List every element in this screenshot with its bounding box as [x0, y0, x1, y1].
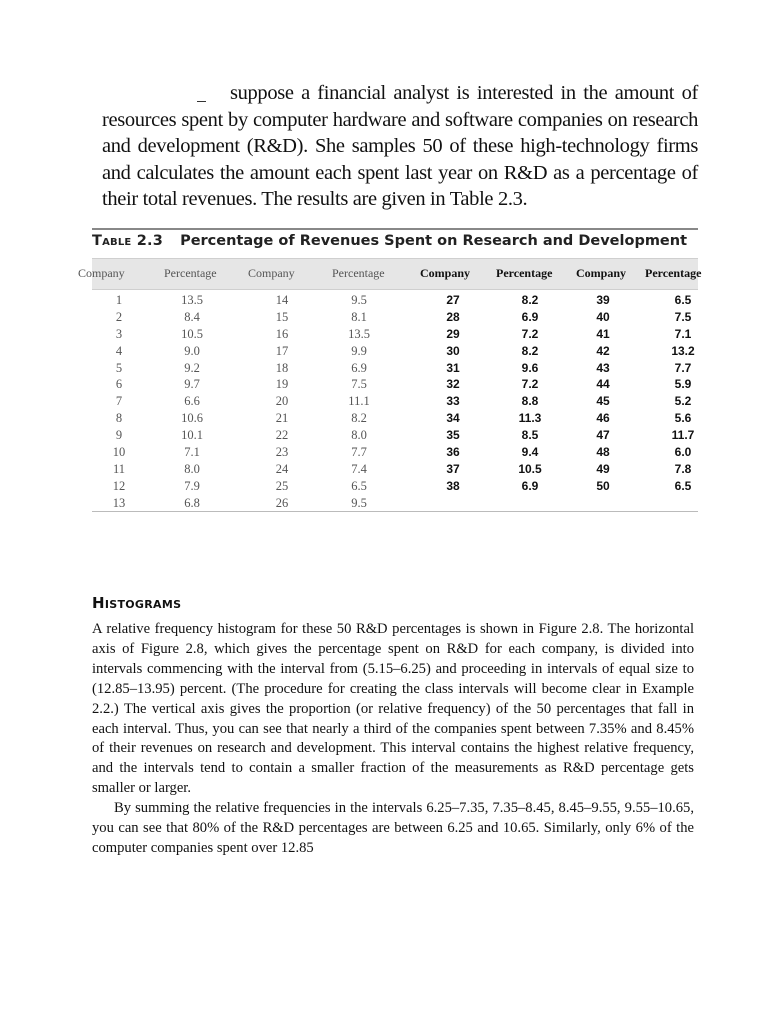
percentage-cell: 8.2: [521, 343, 539, 358]
percentage-cell: 8.2: [521, 293, 539, 307]
company-cell: 32: [446, 377, 460, 392]
header-company-1: Company: [78, 266, 125, 280]
company-cell: 44: [596, 377, 610, 392]
intro-text: suppose a financial analyst is interested in the amount of resources spent by computer hardware and software companies on research and development (R&D). She samples 50 of these high-technology firms and calculates the amount each spent last year on R&D as a percentage of their total revenues. The results are given in Table 2.3.: [102, 82, 698, 210]
company-cell: 7: [115, 394, 123, 409]
company-cell: 40: [596, 309, 610, 324]
company-cell: 33: [446, 394, 460, 409]
percentage-cell: 11.1: [348, 394, 370, 409]
percentage-cell: 13.5: [181, 293, 203, 307]
percentage-cell: 7.5: [351, 377, 367, 392]
percentage-cell: 6.0: [674, 445, 692, 460]
company-cell: 3: [115, 326, 123, 341]
percentage-cell: 7.5: [674, 309, 692, 324]
company-column-3: [438, 292, 468, 495]
company-cell: 6: [115, 377, 123, 392]
header-percentage-2: Percentage: [332, 266, 385, 280]
percentage-cell: 13.5: [348, 326, 370, 341]
company-cell: 30: [446, 343, 460, 358]
percentage-cell: 8.0: [351, 428, 367, 443]
percentage-cell: 10.1: [181, 428, 203, 443]
percentage-cell: 7.7: [674, 360, 692, 375]
table-2-3: [78, 220, 702, 516]
company-cell: 36: [446, 445, 460, 460]
company-cell: 13: [112, 495, 126, 510]
percentage-cell: 5.6: [674, 411, 692, 426]
percentage-cell: 5.2: [674, 394, 692, 409]
company-cell: 2: [115, 309, 123, 324]
company-cell: 15: [275, 309, 289, 324]
table-body: [92, 292, 698, 516]
percentage-column-1: [172, 292, 212, 512]
company-cell: 31: [446, 360, 460, 375]
header-company-2: Company: [248, 266, 295, 280]
company-cell: 5: [115, 360, 123, 375]
company-column-1: [104, 292, 134, 512]
percentage-cell: 6.5: [674, 478, 692, 493]
percentage-cell: 9.4: [521, 445, 539, 460]
table-caption: Percentage of Revenues Spent on Research and Development: [180, 233, 688, 249]
percentage-column-2: [339, 292, 379, 512]
company-column-2: [267, 292, 297, 512]
percentage-cell: 9.7: [184, 377, 200, 392]
company-cell: 47: [596, 428, 610, 443]
histograms-body: [92, 620, 694, 859]
header-percentage-1: Percentage: [164, 266, 217, 280]
table-bottom-rule: [92, 511, 698, 512]
company-cell: 20: [275, 394, 289, 409]
company-cell: 48: [596, 445, 610, 460]
company-cell: 14: [275, 293, 289, 307]
percentage-cell: 8.1: [351, 309, 367, 324]
percentage-cell: 7.1: [674, 326, 692, 341]
section-heading: Histograms: [92, 594, 182, 612]
percentage-cell: 7.4: [351, 461, 367, 476]
percentage-cell: 6.8: [184, 495, 200, 510]
percentage-cell: 13.2: [671, 343, 695, 358]
company-cell: 9: [115, 428, 123, 443]
company-cell: 1: [115, 293, 123, 307]
company-cell: 39: [596, 293, 610, 307]
percentage-cell: 7.7: [351, 445, 367, 460]
company-cell: 26: [275, 495, 289, 510]
company-cell: 42: [596, 343, 610, 358]
percentage-cell: 6.9: [351, 360, 367, 375]
percentage-cell: 6.9: [521, 309, 539, 324]
percentage-cell: 6.6: [184, 394, 200, 409]
percentage-cell: 6.5: [674, 293, 692, 307]
percentage-cell: 7.8: [674, 461, 692, 476]
percentage-cell: 8.0: [184, 461, 200, 476]
percentage-cell: 5.9: [674, 377, 692, 392]
company-cell: 23: [275, 445, 289, 460]
header-percentage-4: Percentage: [645, 266, 702, 280]
percentage-cell: 7.1: [184, 445, 200, 460]
body-paragraph-1: A relative frequency histogram for these 50 R&D percentages is shown in Figure 2.8. The horizontal axis of Figure 2.8, which gives the percentage spent on R&D for each company, is divided into intervals commencing with the interval from (5.15–6.25) and proceeding in intervals of equal size to (12.85–13.95) percent. (The procedure for creating the class intervals will become clear in Example 2.2.) The vertical axis gives the proportion (or relative frequency) of the 50 percentages that fall in each interval. Thus, you can see that nearly a third of the companies spent between 7.35% and 8.45% of their revenues on research and development. This interval contains the highest relative frequency, and the intervals tend to contain a smaller fraction of the measurements as R&D percentage gets smaller or larger.: [92, 621, 694, 797]
company-column-4: [588, 292, 618, 495]
table-label: Table 2.3: [92, 233, 163, 249]
percentage-cell: 8.4: [184, 309, 200, 324]
company-cell: 28: [446, 309, 460, 324]
company-cell: 12: [112, 478, 126, 493]
percentage-cell: 10.5: [181, 326, 203, 341]
company-cell: 25: [275, 478, 289, 493]
percentage-cell: 9.9: [351, 343, 367, 358]
body-paragraph-2: By summing the relative frequencies in the intervals 6.25–7.35, 7.35–8.45, 8.45–9.55, 9.55–10.65, you can see that 80% of the R&D percentages are between 6.25 and 10.65. Similarly, only 6% of the computer companies spent over 12.85: [92, 800, 694, 856]
percentage-cell: 6.5: [351, 478, 367, 493]
percentage-column-3: [510, 292, 550, 495]
percentage-cell: 8.5: [521, 428, 539, 443]
company-cell: 10: [112, 445, 126, 460]
percentage-cell: 9.6: [521, 360, 539, 375]
intro-paragraph: [102, 80, 698, 213]
company-cell: 38: [446, 478, 460, 493]
company-cell: 8: [115, 411, 123, 426]
company-cell: 49: [596, 461, 610, 476]
company-cell: 50: [596, 478, 610, 493]
company-cell: 43: [596, 360, 610, 375]
percentage-cell: 7.9: [184, 478, 200, 493]
company-cell: 21: [275, 411, 289, 426]
company-cell: 27: [446, 293, 460, 307]
company-cell: 41: [596, 326, 610, 341]
percentage-cell: 11.7: [671, 428, 695, 443]
company-cell: 37: [446, 461, 460, 476]
company-cell: 18: [275, 360, 289, 375]
company-cell: 22: [275, 428, 289, 443]
percentage-cell: 10.5: [518, 461, 542, 476]
percentage-column-4: [666, 292, 700, 495]
table-title: [92, 233, 698, 249]
table-top-rule: [92, 228, 698, 230]
percentage-cell: 8.8: [521, 394, 539, 409]
percentage-cell: 9.5: [351, 293, 367, 307]
percentage-cell: 8.2: [351, 411, 367, 426]
table-header-row: [78, 258, 702, 290]
percentage-cell: 9.0: [184, 343, 200, 358]
percentage-cell: 10.6: [181, 411, 203, 426]
company-cell: 11: [112, 461, 126, 476]
company-cell: 17: [275, 343, 289, 358]
header-company-3: Company: [420, 266, 471, 280]
percentage-cell: 6.9: [521, 478, 539, 493]
company-cell: 24: [275, 461, 289, 476]
header-percentage-3: Percentage: [496, 266, 553, 280]
percentage-cell: 7.2: [521, 377, 539, 392]
company-cell: 29: [446, 326, 460, 341]
percentage-cell: 11.3: [518, 411, 542, 426]
company-cell: 46: [596, 411, 610, 426]
company-cell: 45: [596, 394, 610, 409]
company-cell: 16: [275, 326, 289, 341]
percentage-cell: 7.2: [521, 326, 539, 341]
company-cell: 34: [446, 411, 460, 426]
percentage-cell: 9.2: [184, 360, 200, 375]
percentage-cell: 9.5: [351, 495, 367, 510]
company-cell: 19: [275, 377, 289, 392]
company-cell: 4: [115, 343, 123, 358]
header-company-4: Company: [576, 266, 627, 280]
company-cell: 35: [446, 428, 460, 443]
